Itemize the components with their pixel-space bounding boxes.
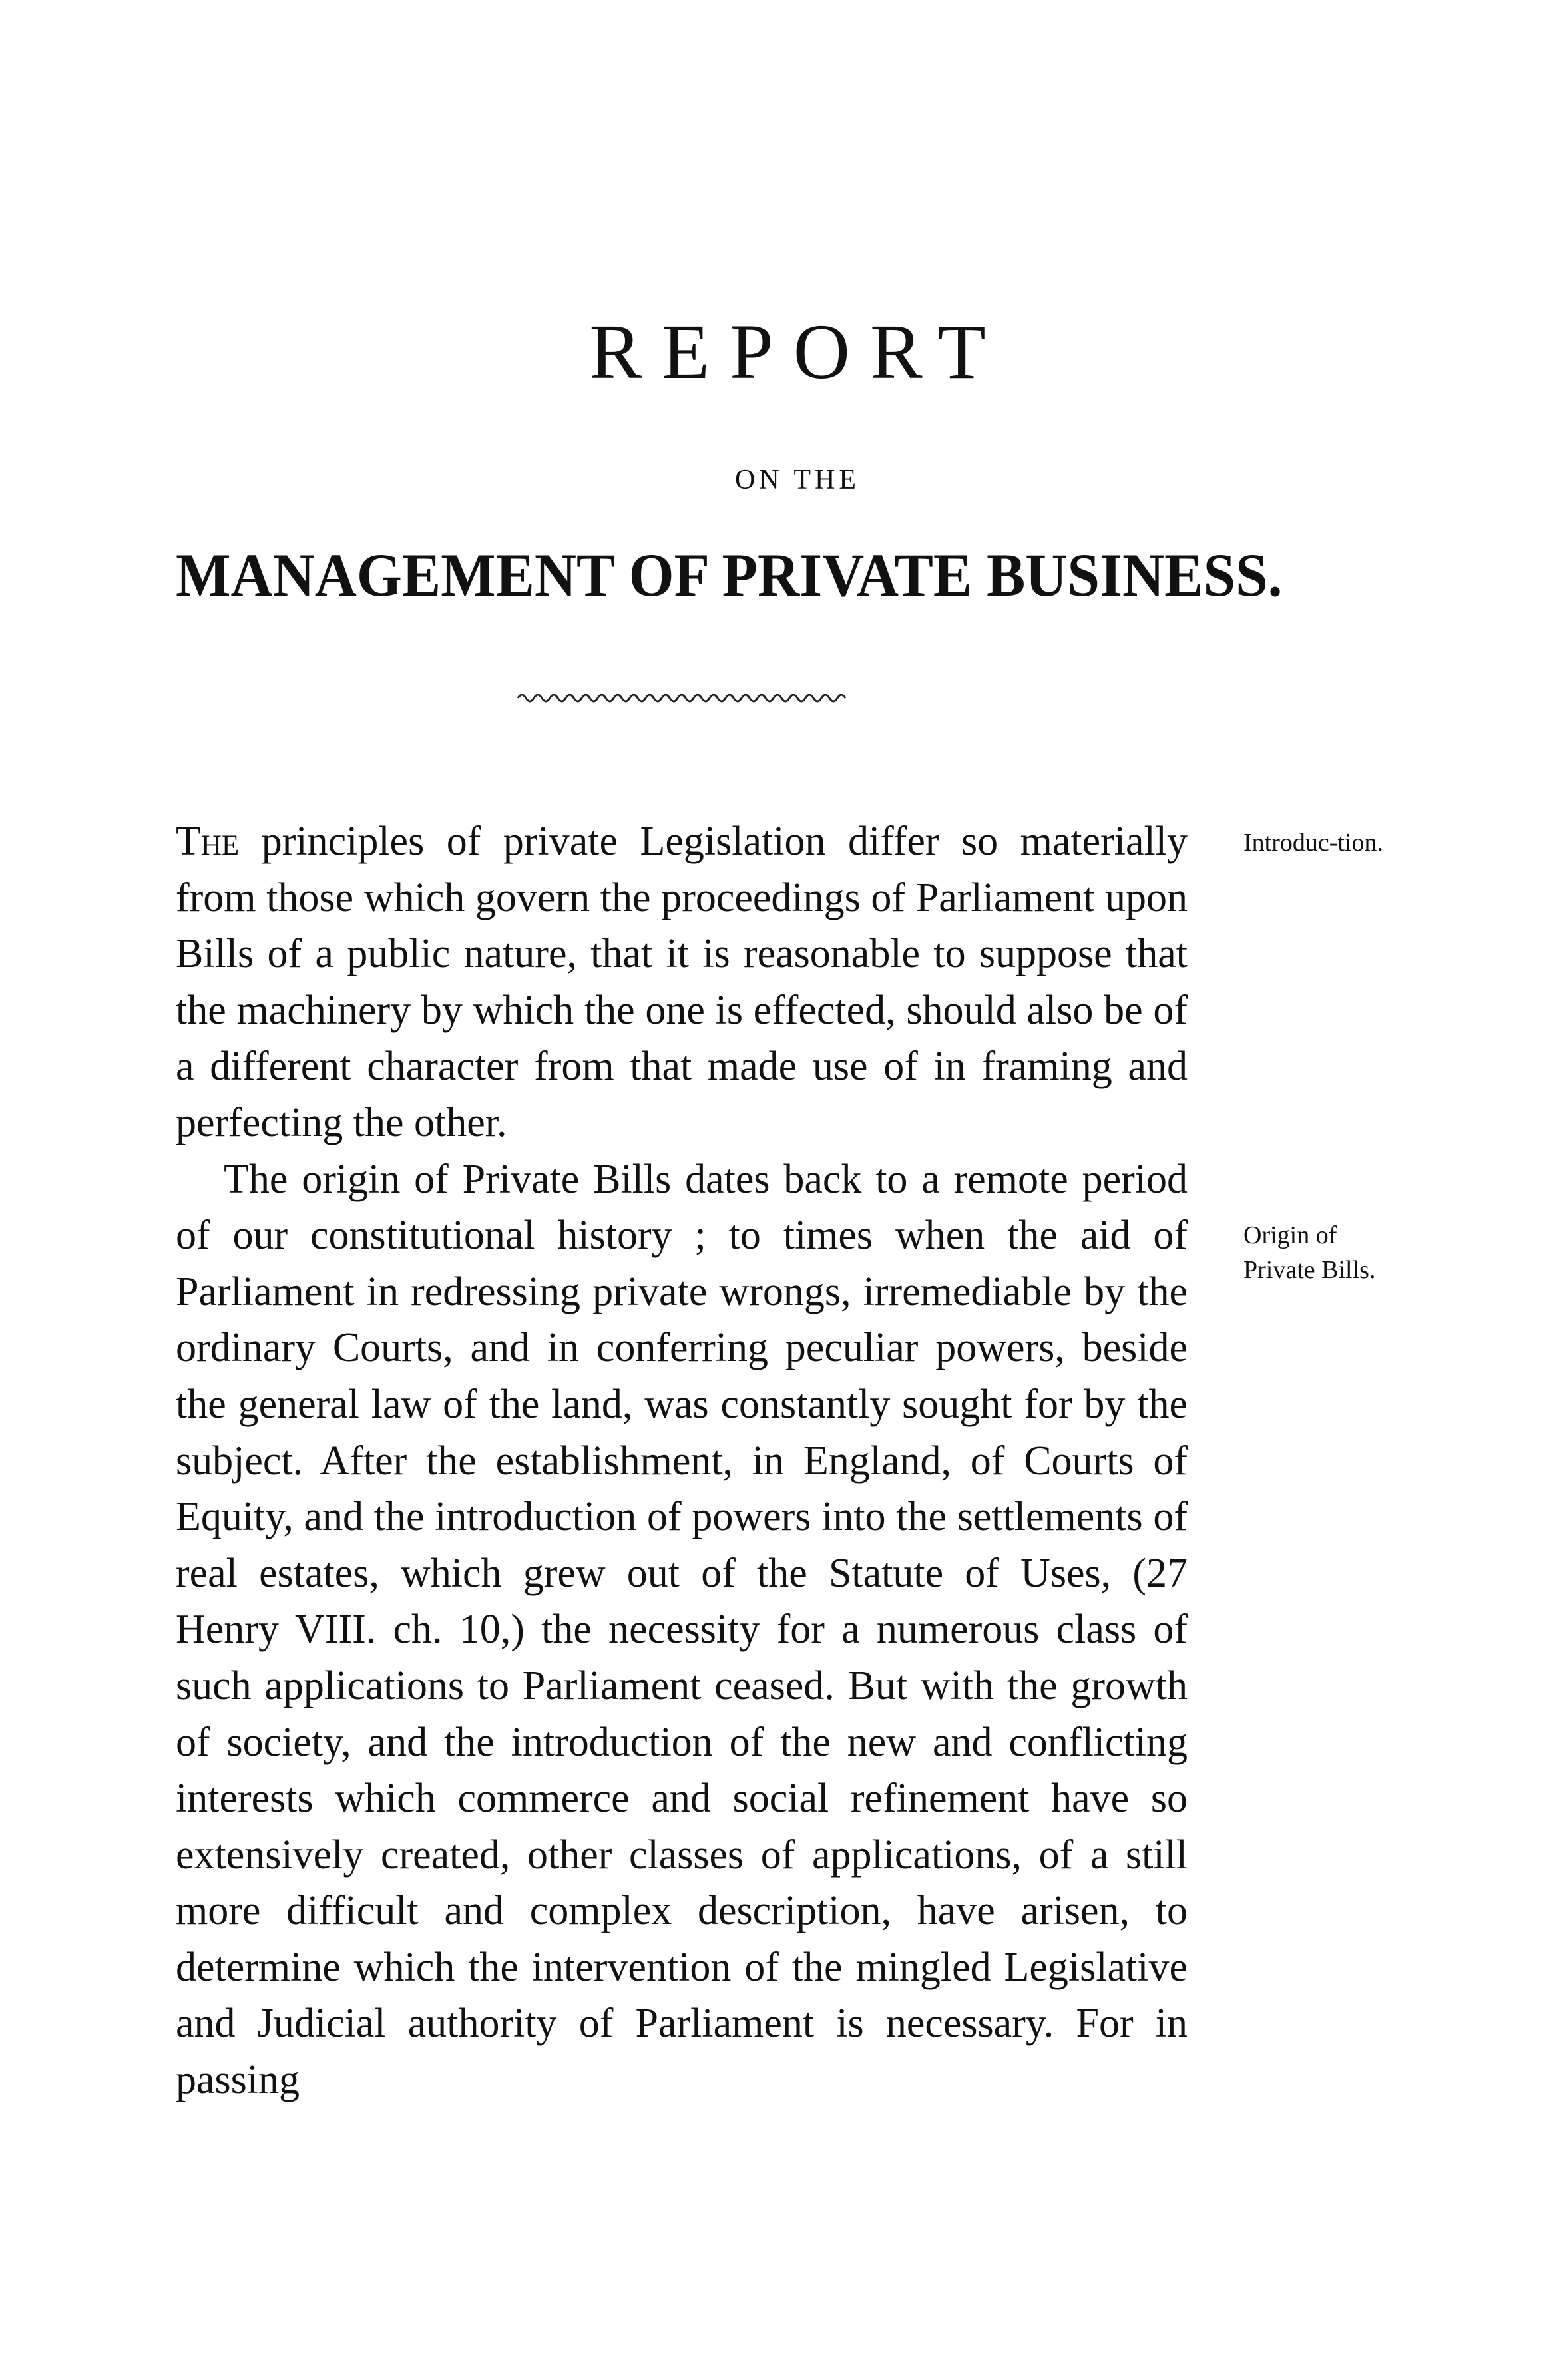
report-title: REPORT — [589, 308, 1006, 395]
paragraph-text: principles of private Legislation differ so materially from those which govern the proceedings of Parliament upon Bills of a public nature, that it is reasonable to suppose that the machinery by which the one is effected, should also be of a different character from that made use of in framing and perfecting the other. — [176, 819, 1188, 1145]
body-text — [176, 813, 1188, 2108]
paragraph-lead-word: The — [176, 819, 240, 864]
margin-note-origin: Origin of Private Bills. — [1243, 1221, 1376, 1284]
report-subtitle: ON THE — [734, 465, 861, 495]
section-heading: MANAGEMENT OF PRIVATE BUSINESS. — [176, 541, 1283, 609]
margin-note-introduction: Introduc-tion. — [1243, 829, 1384, 857]
paragraph-introduction — [176, 813, 1188, 1151]
paragraph-origin: The origin of Private Bills dates back to a remote period of our constitutional history ; to times when the aid of Parliament in redressing private wrongs, irremediable by the ordinary Courts, and in conferring peculiar powers, beside the general law of the land, was constantly sought for by the subject. After the establishment, in England, of Courts of Equity, and the introduction of powers into the settlements of real estates, which grew out of the Statute of Uses, (27 Henry VIII. ch. 10,) the necessity for a numerous class of such applications to Parliament ceased. But with the growth of society, and the introduction of the new and conflicting interests which commerce and social refinement have so extensively created, other classes of applications, of a still more difficult and complex description, have arisen, to determine which the intervention of the mingled Legislative and Judicial authority of Parliament is necessary. For in passing — [176, 1156, 1188, 2103]
wavy-rule-ornament — [517, 687, 849, 709]
